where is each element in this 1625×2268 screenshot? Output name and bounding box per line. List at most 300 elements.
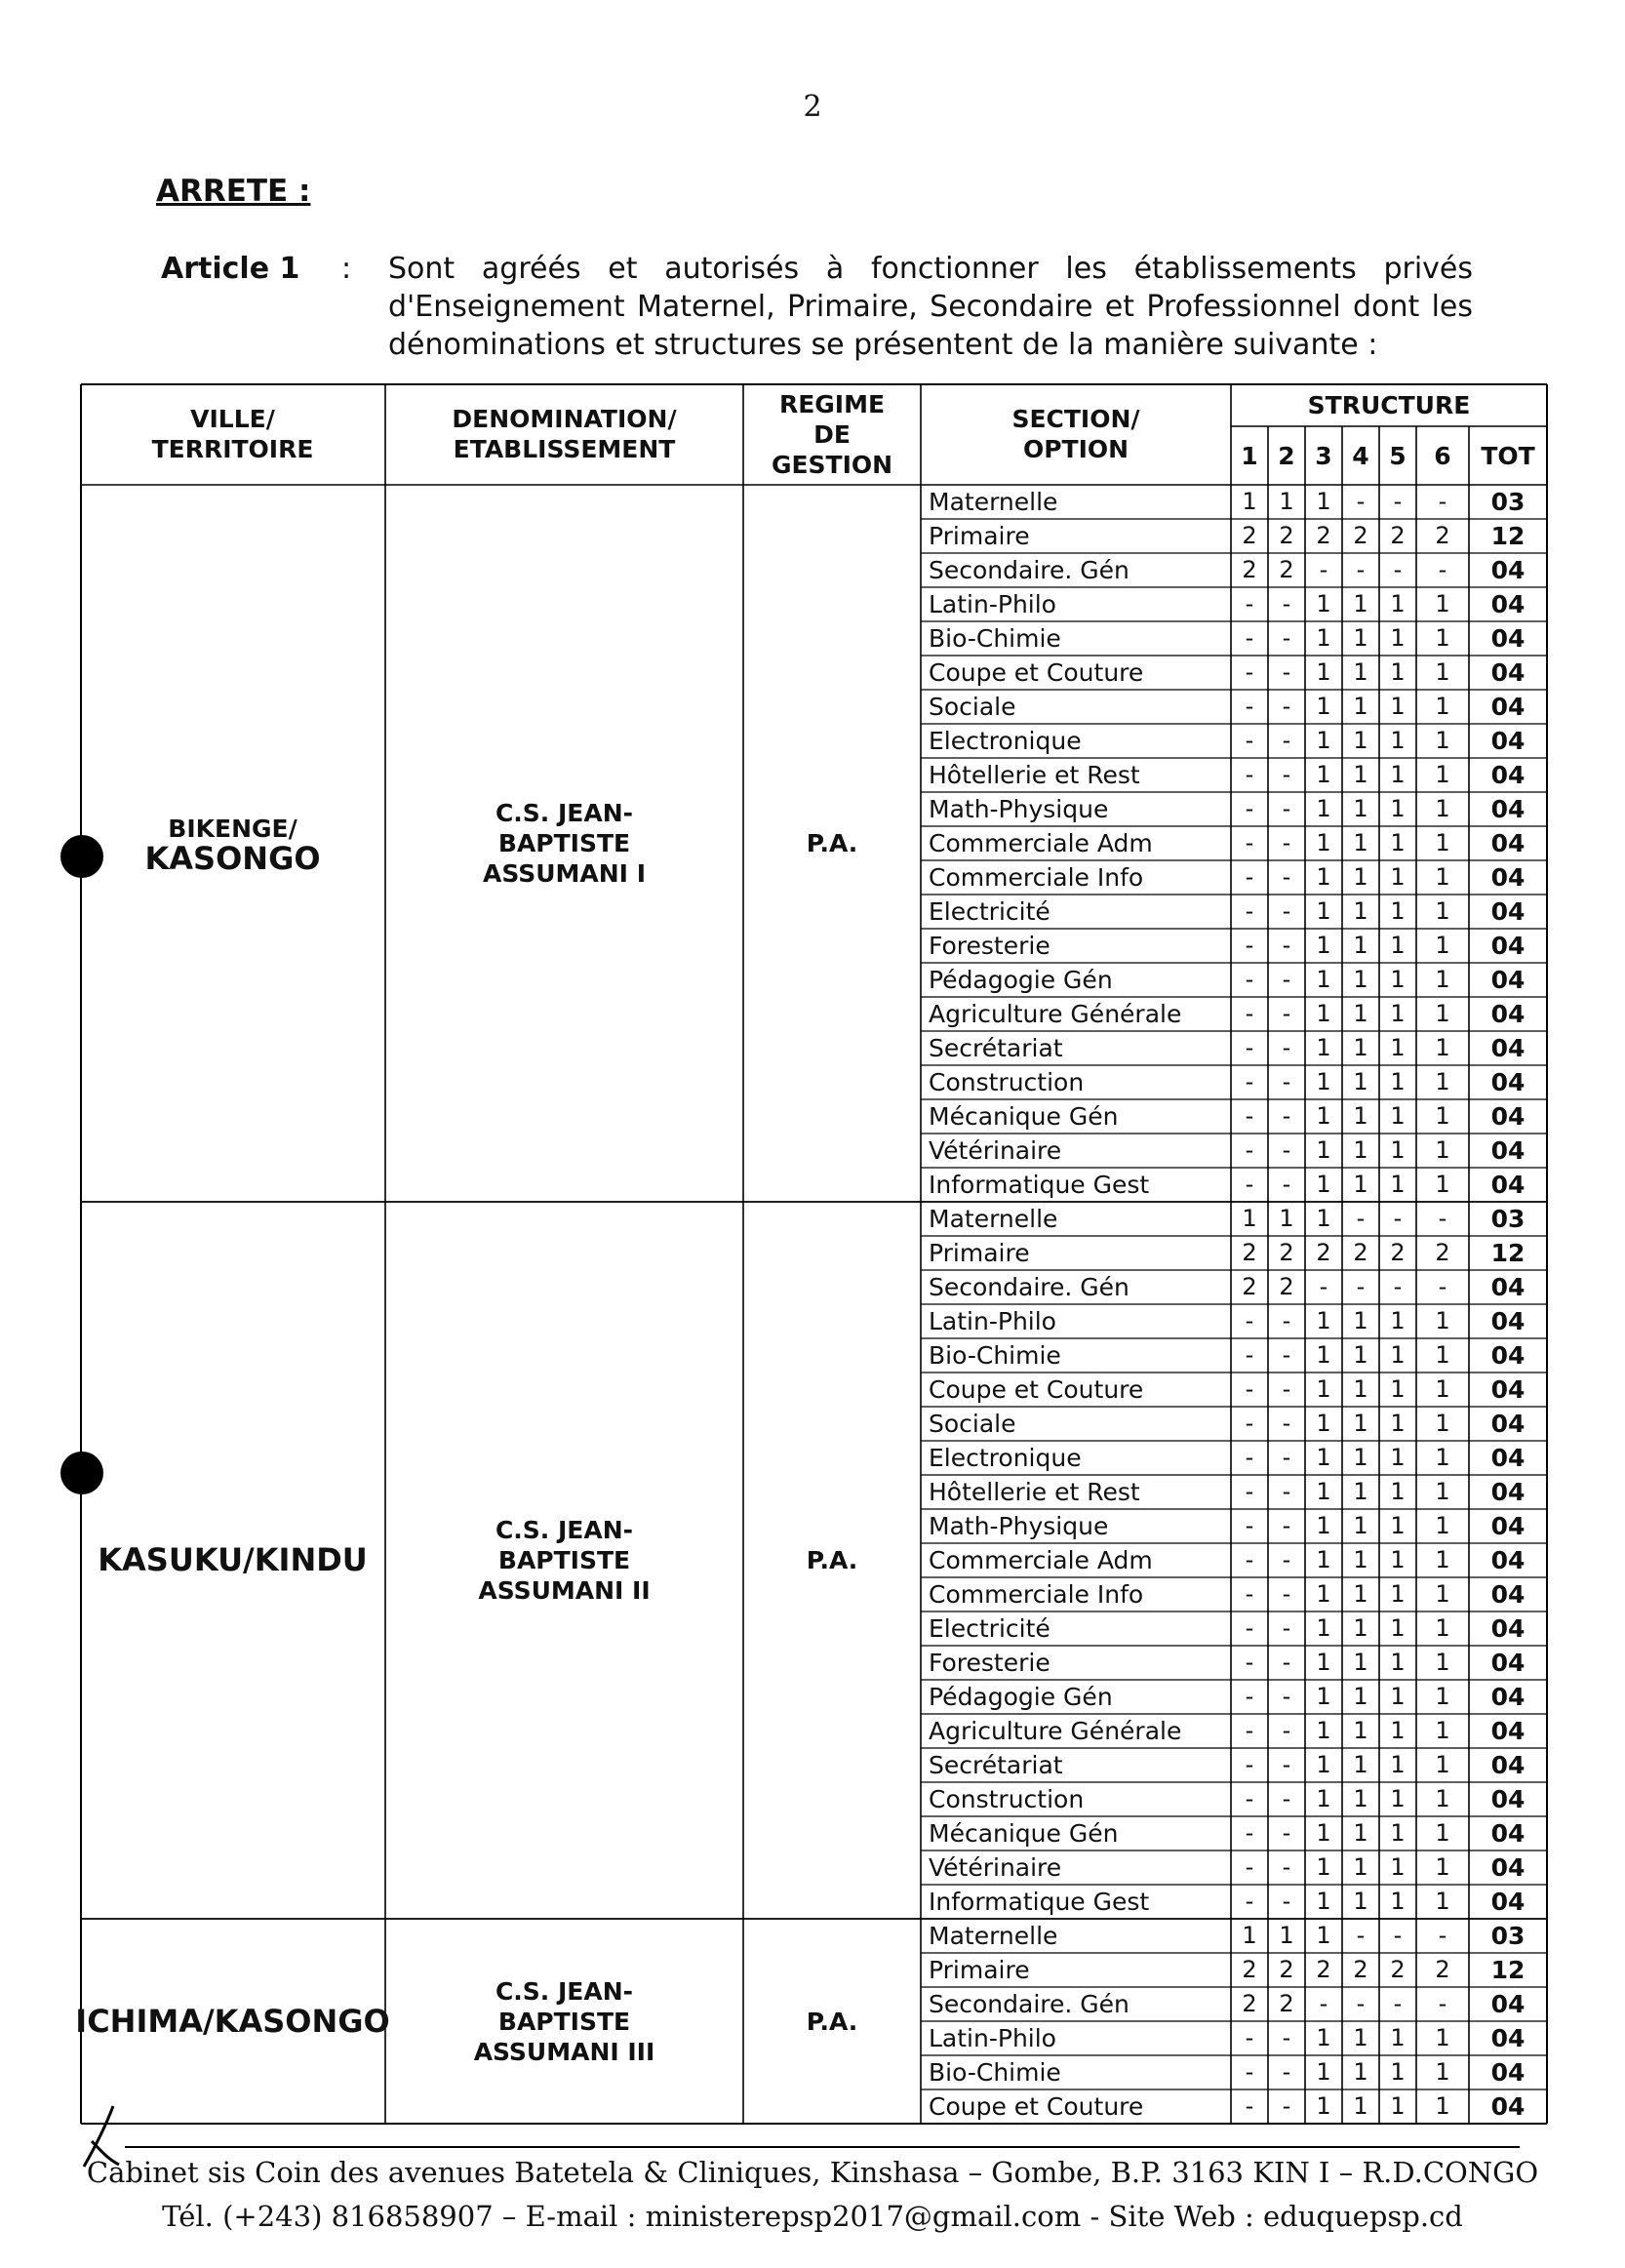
- structure-value: 1: [1390, 1000, 1406, 1027]
- structure-value: 1: [1435, 1580, 1450, 1608]
- structure-value: -: [1438, 1990, 1447, 2017]
- structure-value: 1: [1390, 624, 1406, 652]
- structure-value: -: [1245, 1444, 1254, 1471]
- structure-value: 1: [1390, 2058, 1406, 2086]
- structure-value: -: [1282, 1649, 1291, 1676]
- structure-value: -: [1282, 795, 1291, 822]
- option-label: Secondaire. Gén: [929, 1273, 1130, 1301]
- structure-value: 2: [1242, 1990, 1257, 2017]
- structure-value: 1: [1390, 2092, 1406, 2120]
- option-label: Maternelle: [929, 488, 1058, 516]
- structure-value: 1: [1435, 1888, 1450, 1915]
- structure-value: 1: [1353, 1512, 1368, 1539]
- structure-value: -: [1245, 1785, 1254, 1812]
- structure-value: -: [1245, 897, 1254, 925]
- structure-value: 1: [1435, 863, 1450, 891]
- structure-value: 2: [1316, 1239, 1331, 1266]
- structure-value: -: [1282, 829, 1291, 856]
- structure-value: 2: [1435, 1239, 1450, 1266]
- structure-value: 2: [1279, 1990, 1294, 2017]
- option-label: Primaire: [929, 1956, 1030, 1984]
- structure-value: 1: [1435, 1102, 1450, 1130]
- structure-value: 1: [1279, 1205, 1294, 1232]
- structure-value: -: [1356, 1990, 1366, 2017]
- structure-value: 1: [1390, 1546, 1406, 1573]
- structure-value: -: [1245, 727, 1254, 754]
- page-number: 2: [803, 90, 822, 124]
- header-regime: REGIME DE GESTION: [771, 389, 893, 479]
- total-value: 04: [1490, 1785, 1526, 1813]
- option-label: Construction: [929, 1785, 1085, 1813]
- structure-value: 1: [1353, 1341, 1368, 1369]
- structure-value: 1: [1353, 1888, 1368, 1915]
- structure-value: 2: [1242, 556, 1257, 583]
- structure-value: 2: [1316, 522, 1331, 549]
- structure-value: -: [1319, 556, 1328, 583]
- total-value: 04: [1490, 1649, 1526, 1677]
- structure-value: 1: [1435, 2024, 1450, 2051]
- structure-value: 1: [1353, 1478, 1368, 1505]
- structure-value: -: [1393, 1990, 1403, 2017]
- structure-value: 1: [1353, 693, 1368, 720]
- option-label: Secrétariat: [929, 1751, 1063, 1779]
- structure-value: 1: [1435, 1751, 1450, 1778]
- option-label: Pédagogie Gén: [929, 1683, 1113, 1711]
- total-value: 04: [1490, 966, 1526, 994]
- option-label: Foresterie: [929, 1649, 1050, 1677]
- option-label: Latin-Philo: [929, 2024, 1056, 2052]
- option-label: Sociale: [929, 693, 1016, 721]
- structure-value: 1: [1316, 1614, 1331, 1642]
- total-value: 04: [1490, 1580, 1526, 1609]
- structure-value: -: [1282, 1068, 1291, 1095]
- structure-value: 1: [1435, 1853, 1450, 1881]
- total-value: 04: [1490, 1478, 1526, 1506]
- option-label: Commerciale Info: [929, 863, 1144, 892]
- structure-value: 1: [1316, 1922, 1331, 1949]
- total-value: 04: [1490, 556, 1526, 584]
- structure-value: 1: [1390, 1171, 1406, 1198]
- denomination-cell: C.S. JEAN-BAPTISTE ASSUMANI I: [483, 799, 646, 888]
- total-value: 03: [1490, 1922, 1526, 1950]
- footer-contact: Tél. (+243) 816858907 – E-mail : ministerepsp2017@gmail.com - Site Web : eduquepsp.cd: [162, 2200, 1463, 2233]
- structure-value: -: [1282, 1444, 1291, 1471]
- structure-value: 1: [1390, 1649, 1406, 1676]
- regime-cell: P.A.: [806, 829, 858, 857]
- structure-value: -: [1282, 693, 1291, 720]
- structure-value: -: [1245, 1546, 1254, 1573]
- structure-value: 1: [1390, 1819, 1406, 1847]
- article-text: Sont agréés et autorisés à fonctionner les établissements privés d'Enseignement Maternel, Primaire, Secondaire et Professionnel dont les dénominations et structures se présentent de la manière suivante :: [388, 252, 1473, 362]
- structure-value: 1: [1390, 1888, 1406, 1915]
- structure-value: 1: [1353, 1683, 1368, 1710]
- structure-value: 1: [1353, 1102, 1368, 1130]
- structure-value: -: [1245, 1102, 1254, 1130]
- structure-value: 1: [1435, 1546, 1450, 1573]
- structure-value: -: [1245, 1649, 1254, 1676]
- total-value: 04: [1490, 658, 1526, 687]
- structure-value: -: [1438, 556, 1447, 583]
- structure-value: 1: [1435, 1068, 1450, 1095]
- option-label: Secrétariat: [929, 1034, 1063, 1062]
- structure-value: -: [1245, 829, 1254, 856]
- header-ville: VILLE/ TERRITOIRE: [151, 405, 314, 463]
- option-label: Commerciale Adm: [929, 1546, 1153, 1574]
- structure-value: -: [1282, 2024, 1291, 2051]
- structure-value: -: [1282, 1717, 1291, 1744]
- structure-value: 1: [1390, 863, 1406, 891]
- structure-value: -: [1282, 1785, 1291, 1812]
- structure-value: 1: [1390, 761, 1406, 788]
- structure-value: 1: [1316, 761, 1331, 788]
- structure-value: 1: [1390, 1751, 1406, 1778]
- structure-value: -: [1319, 1990, 1328, 2017]
- structure-value: 2: [1242, 1239, 1257, 1266]
- structure-value: -: [1438, 1922, 1447, 1949]
- structure-value: 1: [1316, 2024, 1331, 2051]
- structure-value: -: [1245, 1853, 1254, 1881]
- structure-value: -: [1282, 1683, 1291, 1710]
- structure-value: 1: [1316, 1751, 1331, 1778]
- structure-value: 1: [1390, 829, 1406, 856]
- total-value: 12: [1490, 1956, 1526, 1984]
- structure-value: -: [1245, 658, 1254, 686]
- structure-value: 1: [1390, 590, 1406, 617]
- structure-value: 1: [1435, 932, 1450, 959]
- denomination-cell: C.S. JEAN-BAPTISTE ASSUMANI II: [478, 1516, 651, 1605]
- structure-value: 1: [1316, 1068, 1331, 1095]
- total-value: 04: [1490, 1273, 1526, 1301]
- article-label: Article 1: [161, 252, 300, 286]
- structure-value: 1: [1353, 1410, 1368, 1437]
- total-value: 04: [1490, 1751, 1526, 1779]
- structure-value: 1: [1435, 590, 1450, 617]
- structure-value: 1: [1390, 1614, 1406, 1642]
- structure-value: -: [1245, 624, 1254, 652]
- option-label: Hôtellerie et Rest: [929, 761, 1140, 789]
- structure-value: 1: [1353, 1375, 1368, 1403]
- structure-value: -: [1282, 1375, 1291, 1403]
- structure-value: 1: [1435, 693, 1450, 720]
- structure-value: 1: [1353, 1785, 1368, 1812]
- option-label: Electricité: [929, 897, 1050, 926]
- structure-value: -: [1282, 658, 1291, 686]
- structure-value: 1: [1353, 932, 1368, 959]
- structure-value: 1: [1316, 1102, 1331, 1130]
- total-value: 04: [1490, 1444, 1526, 1472]
- header-col-4: 4: [1352, 441, 1369, 470]
- structure-value: -: [1245, 1000, 1254, 1027]
- total-value: 04: [1490, 2024, 1526, 2052]
- option-label: Secondaire. Gén: [929, 556, 1130, 584]
- option-label: Primaire: [929, 1239, 1030, 1267]
- structure-value: -: [1245, 1580, 1254, 1608]
- total-value: 04: [1490, 1410, 1526, 1438]
- structure-value: -: [1245, 1751, 1254, 1778]
- total-value: 04: [1490, 1375, 1526, 1404]
- structure-value: -: [1245, 1068, 1254, 1095]
- structure-value: 1: [1390, 1034, 1406, 1061]
- structure-value: 1: [1435, 624, 1450, 652]
- structure-value: 1: [1353, 1819, 1368, 1847]
- structure-value: 1: [1353, 1580, 1368, 1608]
- structure-value: 1: [1435, 1683, 1450, 1710]
- structure-value: 1: [1353, 1717, 1368, 1744]
- structure-value: 1: [1353, 1751, 1368, 1778]
- structure-value: 1: [1353, 1444, 1368, 1471]
- structure-value: 1: [1316, 829, 1331, 856]
- structure-value: 2: [1279, 522, 1294, 549]
- structure-value: -: [1245, 1888, 1254, 1915]
- structure-value: -: [1245, 2024, 1254, 2051]
- structure-value: -: [1245, 1341, 1254, 1369]
- option-label: Latin-Philo: [929, 590, 1056, 618]
- structure-value: -: [1282, 1512, 1291, 1539]
- structure-value: -: [1282, 727, 1291, 754]
- structure-value: -: [1356, 1922, 1366, 1949]
- structure-value: 1: [1435, 1136, 1450, 1164]
- total-value: 04: [1490, 1034, 1526, 1062]
- structure-value: -: [1282, 590, 1291, 617]
- structure-value: -: [1282, 2092, 1291, 2120]
- structure-value: 1: [1316, 863, 1331, 891]
- structure-value: 1: [1316, 2058, 1331, 2086]
- structure-value: 1: [1316, 1034, 1331, 1061]
- structure-value: 1: [1435, 1512, 1450, 1539]
- structure-value: -: [1282, 1136, 1291, 1164]
- structure-value: -: [1282, 932, 1291, 959]
- structure-value: -: [1282, 1546, 1291, 1573]
- structure-value: -: [1245, 2092, 1254, 2120]
- header-structure: STRUCTURE: [1307, 390, 1471, 419]
- structure-value: 2: [1279, 1239, 1294, 1266]
- total-value: 04: [1490, 897, 1526, 926]
- option-label: Agriculture Générale: [929, 1717, 1182, 1745]
- structure-value: 1: [1353, 1068, 1368, 1095]
- option-label: Bio-Chimie: [929, 624, 1061, 653]
- structure-value: 1: [1390, 1068, 1406, 1095]
- total-value: 03: [1490, 488, 1526, 516]
- structure-value: 2: [1316, 1956, 1331, 1983]
- arrete-heading: ARRETE :: [156, 174, 311, 209]
- structure-value: 2: [1353, 1239, 1368, 1266]
- total-value: 04: [1490, 1512, 1526, 1540]
- structure-value: 1: [1390, 932, 1406, 959]
- article-colon: :: [341, 252, 352, 286]
- option-label: Construction: [929, 1068, 1085, 1096]
- total-value: 04: [1490, 1171, 1526, 1199]
- structure-value: -: [1282, 966, 1291, 993]
- structure-value: 1: [1316, 1375, 1331, 1403]
- structure-value: -: [1245, 863, 1254, 891]
- total-value: 04: [1490, 761, 1526, 789]
- structure-value: 1: [1353, 1649, 1368, 1676]
- structure-value: -: [1356, 1273, 1366, 1300]
- structure-value: 1: [1390, 966, 1406, 993]
- structure-value: 2: [1390, 1239, 1406, 1266]
- structure-value: 2: [1279, 1273, 1294, 1300]
- structure-value: 2: [1353, 1956, 1368, 1983]
- structure-value: -: [1438, 488, 1447, 515]
- option-label: Vétérinaire: [929, 1853, 1062, 1882]
- total-value: 04: [1490, 863, 1526, 892]
- structure-value: 1: [1353, 829, 1368, 856]
- structure-value: -: [1245, 1683, 1254, 1710]
- structure-value: -: [1282, 761, 1291, 788]
- option-label: Sociale: [929, 1410, 1016, 1438]
- structure-value: 1: [1435, 761, 1450, 788]
- structure-value: -: [1282, 1307, 1291, 1334]
- structure-value: 1: [1353, 1000, 1368, 1027]
- structure-value: -: [1245, 1717, 1254, 1744]
- structure-value: 1: [1279, 1922, 1294, 1949]
- total-value: 04: [1490, 727, 1526, 755]
- structure-value: -: [1319, 1273, 1328, 1300]
- header-denomination: DENOMINATION/ ETABLISSEMENT: [452, 405, 677, 463]
- structure-value: 1: [1353, 2024, 1368, 2051]
- option-label: Bio-Chimie: [929, 2058, 1061, 2087]
- total-value: 04: [1490, 1888, 1526, 1916]
- total-value: 04: [1490, 1000, 1526, 1028]
- structure-value: -: [1245, 1478, 1254, 1505]
- total-value: 04: [1490, 1819, 1526, 1848]
- structure-value: 1: [1390, 1410, 1406, 1437]
- option-label: Secondaire. Gén: [929, 1990, 1130, 2018]
- option-label: Pédagogie Gén: [929, 966, 1113, 994]
- option-label: Electronique: [929, 727, 1082, 755]
- structure-value: 1: [1390, 1102, 1406, 1130]
- ville-line2: KASONGO: [144, 839, 321, 877]
- structure-value: 1: [1316, 2092, 1331, 2120]
- structure-value: 1: [1353, 624, 1368, 652]
- structure-value: -: [1245, 1034, 1254, 1061]
- structure-value: 1: [1390, 658, 1406, 686]
- structure-value: 1: [1316, 897, 1331, 925]
- structure-value: -: [1245, 1410, 1254, 1437]
- header-tot: TOT: [1481, 441, 1535, 470]
- structure-value: 1: [1316, 795, 1331, 822]
- structure-value: -: [1282, 1034, 1291, 1061]
- structure-value: 1: [1316, 1580, 1331, 1608]
- structure-value: 1: [1435, 2058, 1450, 2086]
- structure-value: 2: [1279, 556, 1294, 583]
- structure-value: 1: [1353, 2058, 1368, 2086]
- structure-value: 1: [1435, 1478, 1450, 1505]
- structure-value: -: [1393, 488, 1403, 515]
- option-label: Electronique: [929, 1444, 1082, 1472]
- structure-value: 1: [1390, 1853, 1406, 1881]
- structure-value: 1: [1353, 966, 1368, 993]
- option-label: Agriculture Générale: [929, 1000, 1182, 1028]
- structure-value: -: [1282, 1478, 1291, 1505]
- structure-value: 1: [1435, 1444, 1450, 1471]
- ville-line2: KASUKU/KINDU: [98, 1541, 368, 1578]
- structure-value: 1: [1353, 863, 1368, 891]
- structure-value: 1: [1316, 966, 1331, 993]
- structure-value: 1: [1390, 1307, 1406, 1334]
- structure-value: 1: [1316, 488, 1331, 515]
- structure-value: 1: [1390, 693, 1406, 720]
- option-label: Hôtellerie et Rest: [929, 1478, 1140, 1506]
- ville-line2: ICHIMA/KASONGO: [75, 2002, 390, 2040]
- structure-value: 1: [1242, 1922, 1257, 1949]
- structure-value: 1: [1316, 1410, 1331, 1437]
- structure-value: 1: [1390, 2024, 1406, 2051]
- total-value: 04: [1490, 1717, 1526, 1745]
- structure-value: 1: [1316, 1307, 1331, 1334]
- header-col-5: 5: [1389, 441, 1407, 470]
- total-value: 04: [1490, 1136, 1526, 1165]
- footer-address: Cabinet sis Coin des avenues Batetela & Cliniques, Kinshasa – Gombe, B.P. 3163 KIN I – R.D.CONGO: [86, 2156, 1539, 2189]
- structure-value: -: [1282, 2058, 1291, 2086]
- structure-value: 1: [1390, 1580, 1406, 1608]
- structure-value: -: [1282, 1341, 1291, 1369]
- structure-value: 1: [1353, 2092, 1368, 2120]
- option-label: Maternelle: [929, 1205, 1058, 1233]
- structure-value: -: [1245, 1375, 1254, 1403]
- structure-value: 1: [1316, 1444, 1331, 1471]
- structure-value: -: [1282, 624, 1291, 652]
- option-label: Electricité: [929, 1614, 1050, 1643]
- option-label: Coupe et Couture: [929, 2092, 1144, 2121]
- structure-value: 1: [1435, 1819, 1450, 1847]
- structure-value: 1: [1435, 966, 1450, 993]
- structure-value: 1: [1435, 1171, 1450, 1198]
- structure-value: 1: [1435, 1785, 1450, 1812]
- option-label: Informatique Gest: [929, 1171, 1150, 1199]
- structure-value: 1: [1435, 727, 1450, 754]
- total-value: 04: [1490, 624, 1526, 653]
- structure-value: -: [1245, 966, 1254, 993]
- structure-value: -: [1356, 488, 1366, 515]
- total-value: 04: [1490, 1853, 1526, 1882]
- structure-value: -: [1356, 556, 1366, 583]
- structure-value: 1: [1353, 590, 1368, 617]
- structure-value: 1: [1316, 624, 1331, 652]
- structure-value: -: [1282, 1000, 1291, 1027]
- ville-cell: [80, 1202, 385, 1919]
- option-label: Primaire: [929, 522, 1030, 550]
- structure-value: 1: [1316, 590, 1331, 617]
- regime-cell: P.A.: [806, 2007, 858, 2036]
- structure-value: 2: [1279, 1956, 1294, 1983]
- footer-rule: [125, 2146, 1520, 2148]
- structure-value: -: [1282, 897, 1291, 925]
- structure-value: 1: [1353, 761, 1368, 788]
- total-value: 04: [1490, 932, 1526, 960]
- option-label: Foresterie: [929, 932, 1050, 960]
- structure-value: -: [1393, 1205, 1403, 1232]
- structure-value: 1: [1316, 693, 1331, 720]
- total-value: 04: [1490, 1546, 1526, 1574]
- structure-value: -: [1393, 556, 1403, 583]
- structure-value: 1: [1316, 1205, 1331, 1232]
- option-label: Mécanique Gén: [929, 1102, 1119, 1131]
- structure-value: -: [1356, 1205, 1366, 1232]
- total-value: 04: [1490, 1102, 1526, 1131]
- total-value: 04: [1490, 1341, 1526, 1370]
- structure-value: 1: [1316, 727, 1331, 754]
- structure-value: 1: [1353, 1853, 1368, 1881]
- total-value: 04: [1490, 1683, 1526, 1711]
- structure-value: -: [1393, 1273, 1403, 1300]
- structure-value: 2: [1353, 522, 1368, 549]
- option-label: Informatique Gest: [929, 1888, 1150, 1916]
- structure-value: 1: [1316, 1546, 1331, 1573]
- regime-cell: P.A.: [806, 1546, 858, 1574]
- structure-value: -: [1282, 1853, 1291, 1881]
- structure-value: 1: [1316, 1717, 1331, 1744]
